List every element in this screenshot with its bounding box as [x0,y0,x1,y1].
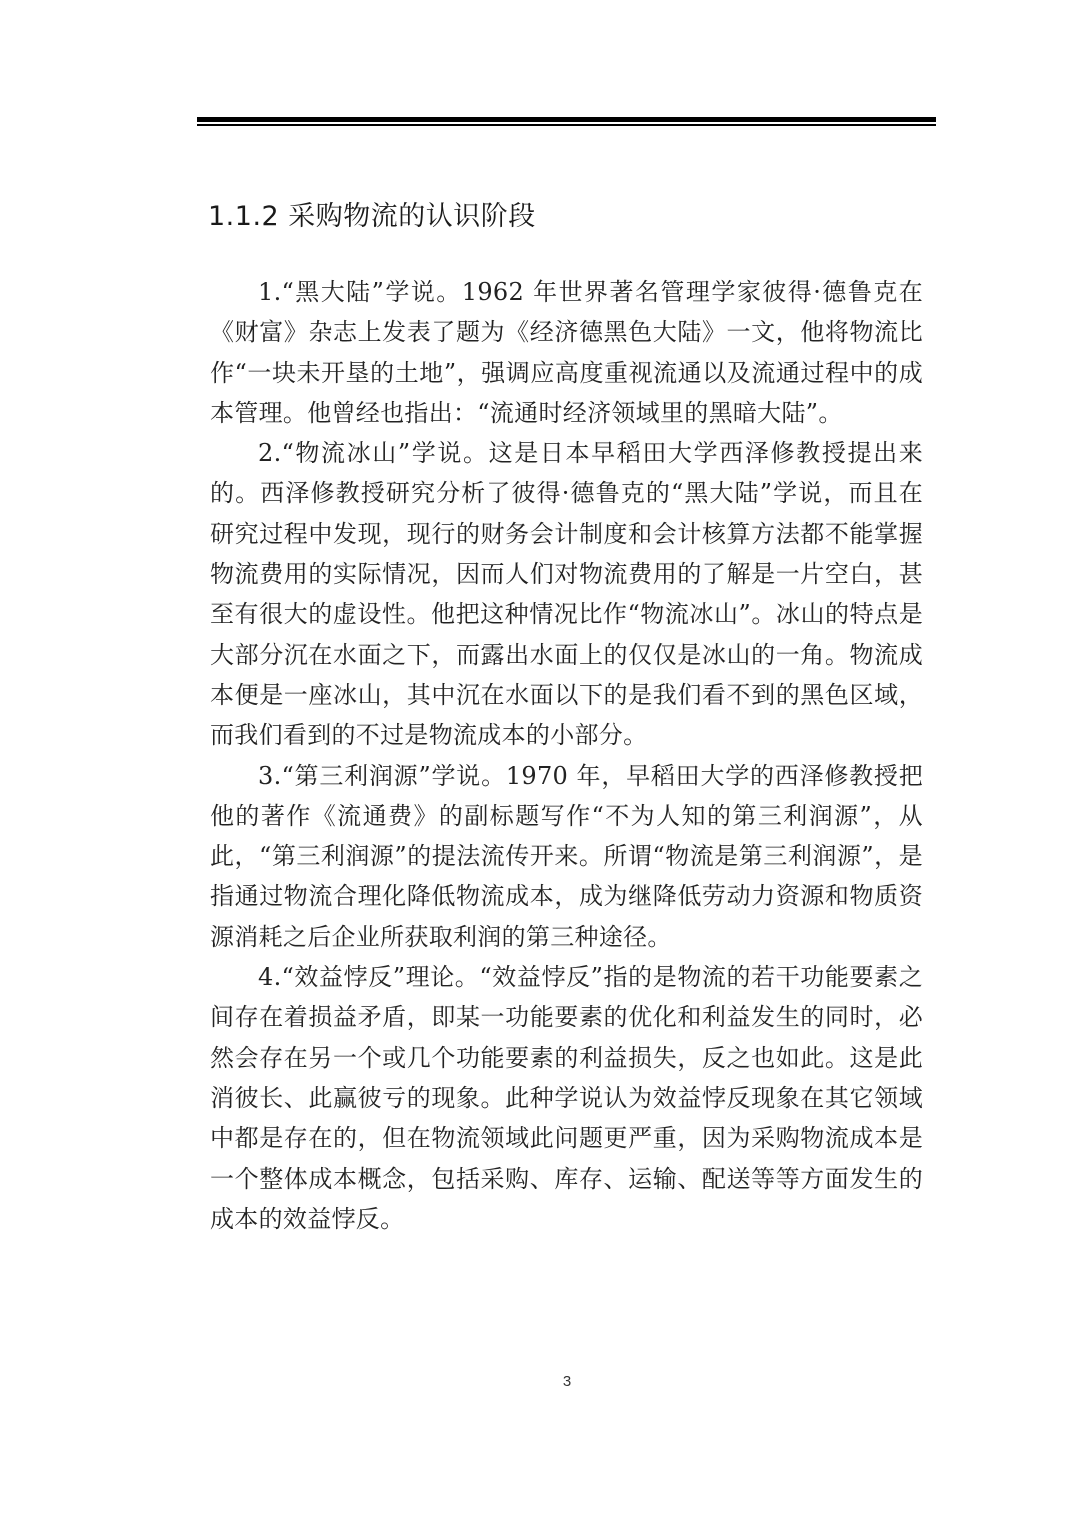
page-number: 3 [562,1373,572,1390]
body-text [210,272,923,1239]
paragraph-black-continent: 1.“黑大陆”学说。1962 年世界著名管理学家彼得·德鲁克在《财富》杂志上发表了题为《经济德黑色大陆》一文，他将物流比作“一块未开垦的土地”，强调应高度重视流通以及流通过程中的成本管理。他曾经也指出：“流通时经济领域里的黑暗大陆”。 [210,278,923,427]
header-rule-thin [197,124,936,126]
paragraph-third-profit-source: 3.“第三利润源”学说。1970 年，早稻田大学的西泽修教授把他的著作《流通费》的副标题写作“不为人知的第三利润源”，从此，“第三利润源”的提法流传开来。所谓“物流是第三利润源”，是指通过物流合理化降低物流成本，成为继降低劳动力资源和物质资源消耗之后企业所获取利润的第三种途径。 [210,761,923,951]
section-heading: 1.1.2 采购物流的认识阶段 [208,201,536,232]
paragraph-logistics-iceberg: 2.“物流冰山”学说。这是日本早稻田大学西泽修教授提出来的。西泽修教授研究分析了彼得·德鲁克的“黑大陆”学说，而且在研究过程中发现，现行的财务会计制度和会计核算方法都不能掌握物流费用的实际情况，因而人们对物流费用的了解是一片空白，甚至有很大的虚设性。他把这种情况比作“物流冰山”。冰山的特点是大部分沉在水面之下，而露出水面上的仅仅是冰山的一角。物流成本便是一座冰山，其中沉在水面以下的是我们看不到的黑色区域，而我们看到的不过是物流成本的小部分。 [210,439,923,750]
paragraph-trade-off-theory: 4.“效益悖反”理论。“效益悖反”指的是物流的若干功能要素之间存在着损益矛盾，即某一功能要素的优化和利益发生的同时，必然会存在另一个或几个功能要素的利益损失，反之也如此。这是此消彼长、此赢彼亏的现象。此种学说认为效益悖反现象在其它领域中都是存在的，但在物流领域此问题更严重，因为采购物流成本是一个整体成本概念，包括采购、库存、运输、配送等等方面发生的成本的效益悖反。 [210,963,923,1233]
header-rule-thick [197,117,936,122]
